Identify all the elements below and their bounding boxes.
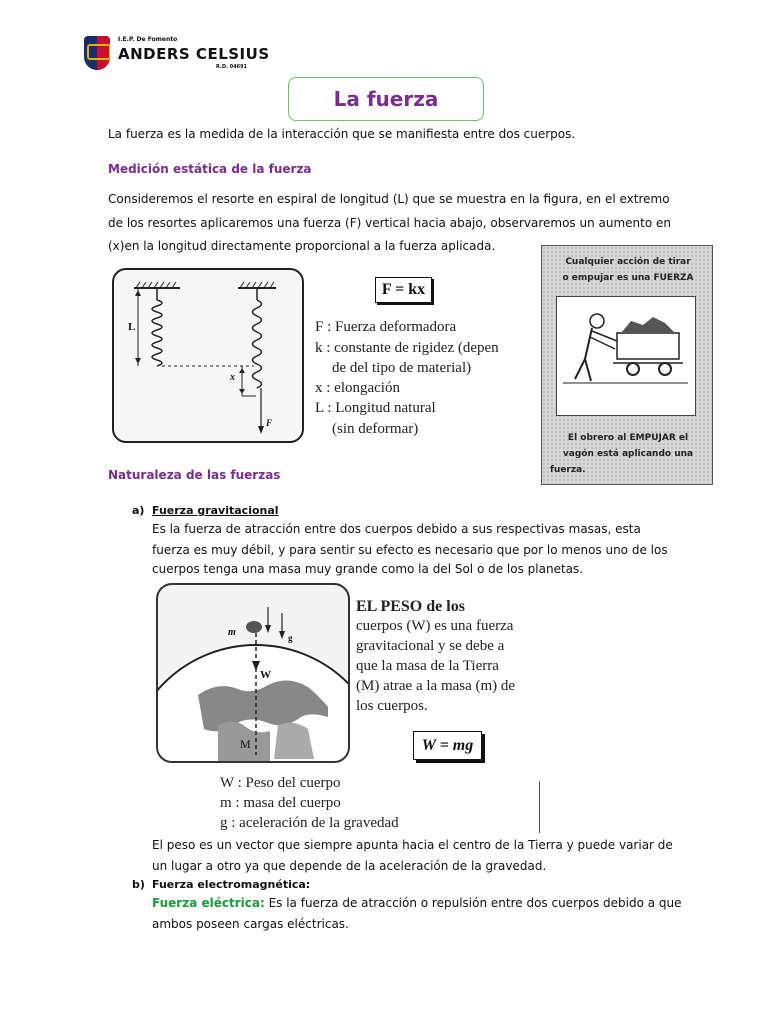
- peso-line: [356, 596, 465, 618]
- school-name: ANDERS CELSIUS: [118, 45, 270, 63]
- electrica-line-2: ambos poseen cargas eléctricas.: [152, 917, 349, 931]
- section1-line-1: Consideremos el resorte en espiral de longitud (L) que se muestra en la figura, en el extremo: [108, 192, 670, 206]
- globe-label-g: g: [288, 633, 293, 643]
- formula-box-wmg: [413, 731, 482, 760]
- earth-globe-icon: [158, 585, 348, 761]
- peso-line-3: gravitacional y se debe a: [356, 638, 505, 654]
- worker-card-bottom-line: fuerza.: [550, 465, 586, 475]
- formula-wmg: W = mg: [421, 736, 474, 754]
- worker-card-bottom-line: vagón está aplicando una: [562, 449, 694, 459]
- spring-diagram: [114, 270, 302, 441]
- section-heading-naturaleza: Naturaleza de las fuerzas: [108, 468, 281, 482]
- globe-label-M: M: [240, 737, 251, 751]
- subheading-electrica: Fuerza eléctrica:: [152, 896, 265, 910]
- school-small-label: I.E.P. De Fomento: [118, 36, 178, 43]
- list-marker-a: a): [132, 504, 145, 517]
- spring-label-L: L: [128, 321, 136, 333]
- gravitacional-line-2: fuerza es muy débil, y para sentir su efecto es necesario que por lo menos uno de los: [152, 543, 668, 557]
- worker-pushing-icon: [557, 297, 694, 414]
- worker-card-top-line: Cualquier acción de tirar: [565, 257, 691, 267]
- weight-def-line: W : Peso del cuerpo: [220, 775, 341, 791]
- peso-line-5: (M) atrae a la masa (m) de: [356, 678, 516, 694]
- title-box: [288, 77, 484, 121]
- worker-card-top-line: o empujar es una FUERZA: [562, 273, 694, 283]
- spring-legend-line: F : Fuerza deformadora: [315, 319, 457, 335]
- spring-legend-line: (sin deformar): [332, 421, 419, 437]
- weight-def-line: m : masa del cuerpo: [220, 795, 341, 811]
- peso-line-6: los cuerpos.: [356, 698, 428, 714]
- intro-paragraph: La fuerza es la medida de la interacción que se manifiesta entre dos cuerpos.: [108, 127, 576, 141]
- spring-legend-line: L : Longitud natural: [315, 400, 436, 416]
- electrica-text: Es la fuerza de atracción o repulsión entre dos cuerpos debido a que: [264, 896, 682, 910]
- worker-illustration: [556, 296, 696, 416]
- subheading-electromagnetica: Fuerza electromagnética:: [152, 878, 311, 891]
- spring-figure: [112, 268, 304, 443]
- formula-box-fkx: [375, 277, 432, 303]
- list-marker-b: b): [132, 878, 145, 891]
- school-code: R.D. 04691: [216, 64, 248, 70]
- shield-icon: [84, 36, 110, 70]
- peso-paragraph-line-2: un lugar a otro ya que depende de la aceleración de la gravedad.: [152, 859, 547, 873]
- divider-line: [539, 781, 540, 833]
- globe-label-m: m: [228, 627, 236, 638]
- peso-line-4: que la masa de la Tierra: [356, 658, 499, 674]
- spring-label-x: x: [230, 372, 235, 383]
- weight-def-line: g : aceleración de la gravedad: [220, 815, 399, 831]
- peso-paragraph-line-1: El peso es un vector que siempre apunta hacia el centro de la Tierra y puede variar de: [152, 838, 673, 852]
- globe-label-W: W: [260, 669, 271, 681]
- section-heading-medicion: Medición estática de la fuerza: [108, 162, 312, 176]
- spring-legend-line: x : elongación: [315, 380, 400, 396]
- section1-line-3: (x)en la longitud directamente proporcional a la fuerza aplicada.: [108, 239, 496, 253]
- section1-line-2: de los resortes aplicaremos una fuerza (F) vertical hacia abajo, observaremos un aumento en: [108, 216, 671, 230]
- earth-figure: [156, 583, 350, 763]
- spring-legend-line: de del tipo de material): [332, 360, 472, 376]
- worker-push-card: [541, 245, 713, 485]
- subheading-gravitacional: Fuerza gravitacional: [152, 504, 279, 517]
- page-title: La fuerza: [333, 87, 439, 111]
- spring-legend-line: k : constante de rigidez (depen: [315, 340, 499, 356]
- gravitacional-line-3: cuerpos tenga una masa muy grande como la del Sol o de los planetas.: [152, 562, 584, 576]
- formula-fkx: F = kx: [381, 281, 426, 298]
- spring-label-F: F: [266, 418, 273, 428]
- worker-card-bottom-line: El obrero al EMPUJAR el: [567, 433, 689, 443]
- peso-line-2: cuerpos (W) es una fuerza: [356, 618, 514, 634]
- gravitacional-line-1: Es la fuerza de atracción entre dos cuerpos debido a sus respectivas masas, esta: [152, 522, 641, 536]
- peso-line-1: EL PESO de los: [356, 598, 465, 615]
